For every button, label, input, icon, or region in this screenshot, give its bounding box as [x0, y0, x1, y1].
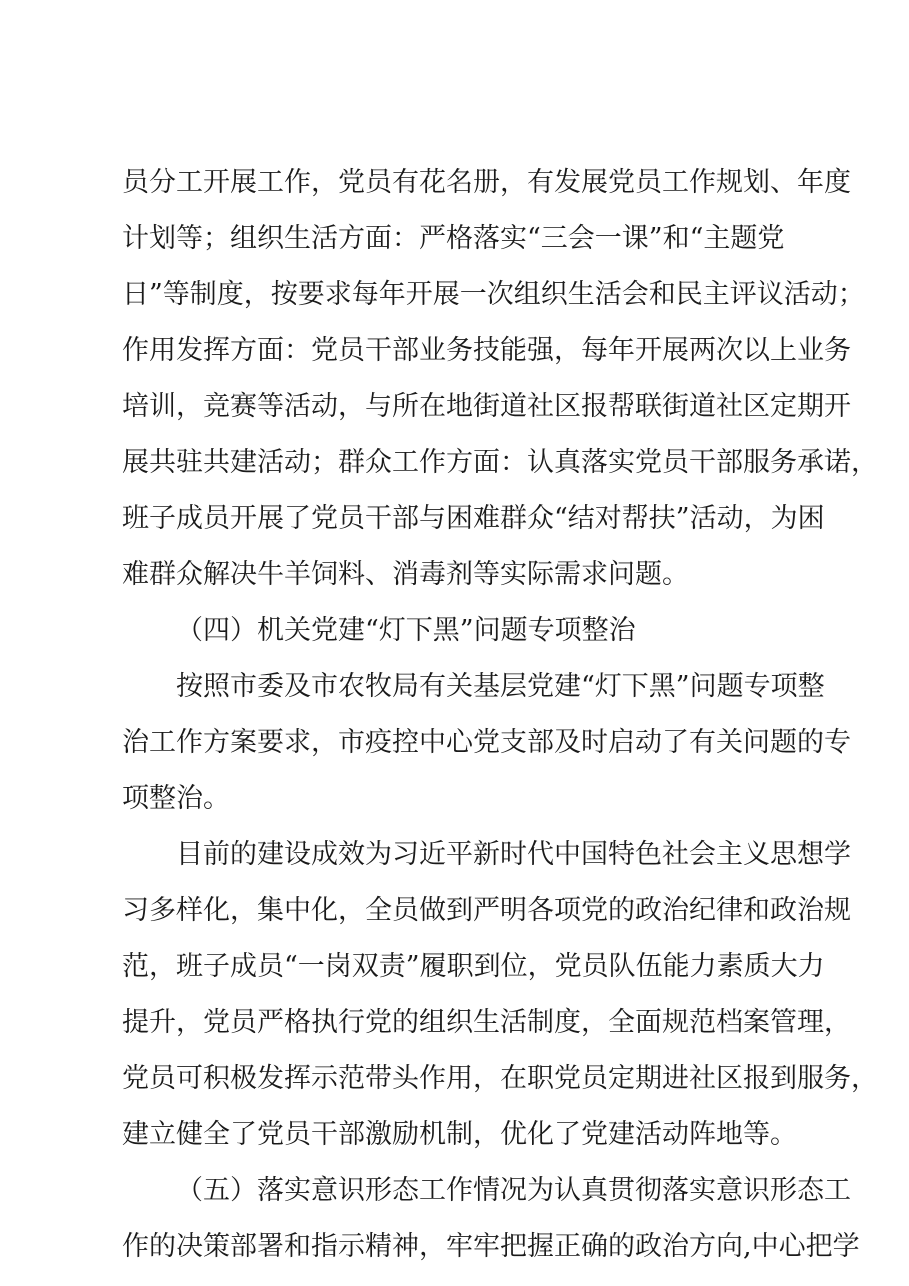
body-line: 作用发挥方面：党员干部业务技能强，每年开展两次以上业务	[122, 335, 851, 366]
body-line: 展共驻共建活动；群众工作方面：认真落实党员干部服务承诺，	[122, 447, 878, 478]
body-line: 难群众解决牛羊饲料、消毒剂等实际需求问题。	[122, 559, 689, 590]
body-line: 目前的建设成效为习近平新时代中国特色社会主义思想学	[176, 839, 851, 870]
body-line: 范，班子成员“一岗双责”履职到位，党员队伍能力素质大力	[122, 951, 825, 982]
section-heading: （四）机关党建“灯下黑”问题专项整治	[176, 615, 636, 646]
body-line: 项整治。	[122, 783, 230, 814]
body-line: 习多样化，集中化，全员做到严明各项党的政治纪律和政治规	[122, 895, 851, 926]
body-line: 党员可积极发挥示范带头作用，在职党员定期进社区报到服务，	[122, 1063, 878, 1094]
body-line: 提升，党员严格执行党的组织生活制度，全面规范档案管理，	[122, 1007, 851, 1038]
body-line: 日”等制度，按要求每年开展一次组织生活会和民主评议活动；	[122, 279, 865, 310]
body-line: 按照市委及市农牧局有关基层党建“灯下黑”问题专项整	[176, 671, 825, 702]
body-line: 班子成员开展了党员干部与困难群众“结对帮扶”活动，为困	[122, 503, 825, 534]
body-line: 作的决策部署和指示精神，牢牢把握正确的政治方向,中心把学	[122, 1231, 860, 1262]
section-heading: （五）落实意识形态工作情况为认真贯彻落实意识形态工	[176, 1175, 851, 1206]
body-line: 建立健全了党员干部激励机制，优化了党建活动阵地等。	[122, 1119, 797, 1150]
body-line: 培训，竞赛等活动，与所在地街道社区报帮联街道社区定期开	[122, 391, 851, 422]
body-line: 治工作方案要求，市疫控中心党支部及时启动了有关问题的专	[122, 727, 851, 758]
body-line: 员分工开展工作，党员有花名册，有发展党员工作规划、年度	[122, 167, 851, 198]
body-line: 计划等；组织生活方面：严格落实“三会一课”和“主题党	[122, 223, 785, 254]
